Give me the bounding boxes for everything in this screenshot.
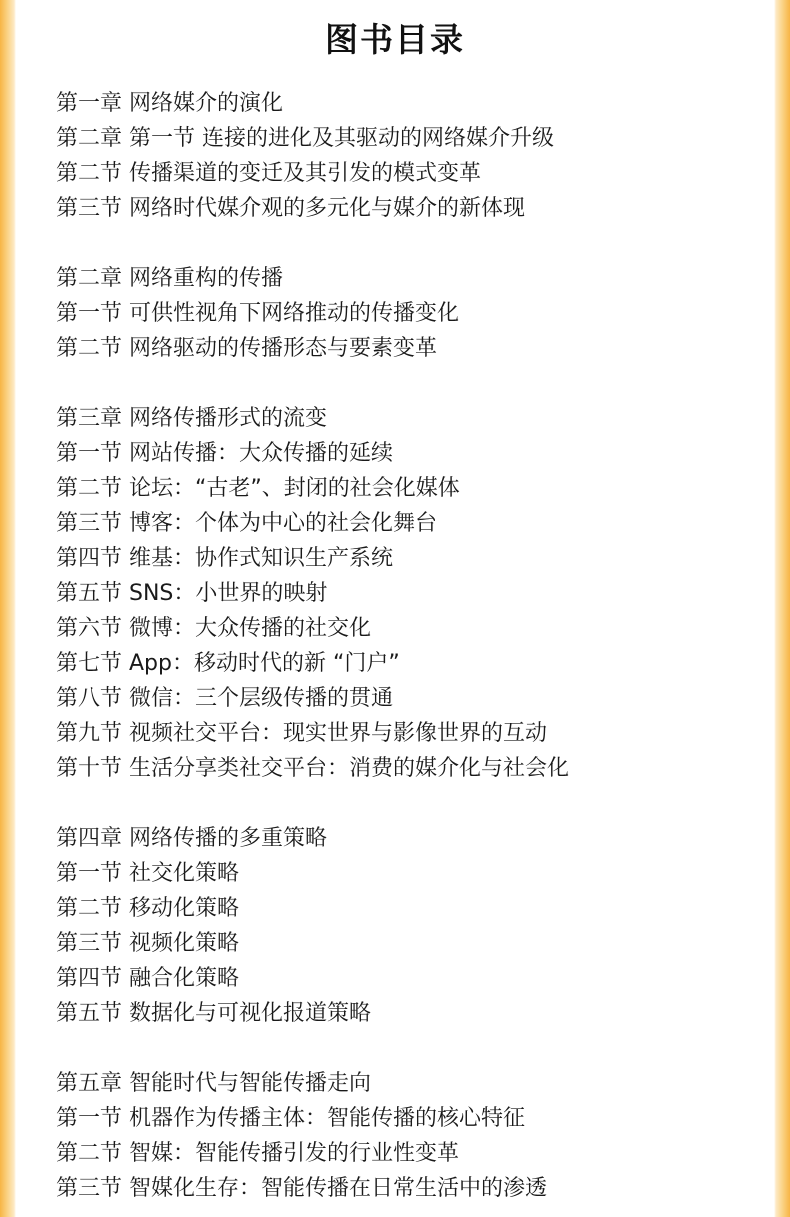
section-item: 第三节 智媒化生存：智能传播在日常生活中的渗透 [56, 1176, 547, 1201]
section-item: 第二节 移动化策略 [56, 896, 239, 921]
section-gap [56, 1031, 756, 1066]
section-item: 第七节 App：移动时代的新 “门户” [56, 651, 400, 676]
section-item: 第八节 微信：三个层级传播的贯通 [56, 686, 393, 711]
section-item: 第一节 网站传播：大众传播的延续 [56, 441, 393, 466]
section-item: 第九节 视频社交平台：现实世界与影像世界的互动 [56, 721, 547, 746]
section-gap [56, 226, 756, 261]
toc-page [16, 0, 774, 1217]
section-gap [56, 786, 756, 821]
section-item: 第二节 网络驱动的传播形态与要素变革 [56, 336, 437, 361]
section-item: 第十节 生活分享类社交平台：消费的媒介化与社会化 [56, 756, 569, 781]
section-gap [56, 366, 756, 401]
section-item: 第五节 数据化与可视化报道策略 [56, 1001, 371, 1026]
table-of-contents [56, 86, 756, 1206]
section-item: 第一节 可供性视角下网络推动的传播变化 [56, 301, 459, 326]
section-item: 第三节 视频化策略 [56, 931, 239, 956]
section-item: 第三节 博客：个体为中心的社会化舞台 [56, 511, 437, 536]
chapter-heading: 第二章 网络重构的传播 [56, 266, 283, 291]
section-item: 第一节 社交化策略 [56, 861, 239, 886]
section-item: 第六节 微博：大众传播的社交化 [56, 616, 371, 641]
chapter-heading: 第三章 网络传播形式的流变 [56, 406, 327, 431]
section-item: 第四节 维基：协作式知识生产系统 [56, 546, 393, 571]
chapter-heading: 第二章 第一节 连接的进化及其驱动的网络媒介升级 [56, 126, 554, 151]
section-item: 第二节 传播渠道的变迁及其引发的模式变革 [56, 161, 481, 186]
chapter-heading: 第五章 智能时代与智能传播走向 [56, 1071, 371, 1096]
section-item: 第三节 网络时代媒介观的多元化与媒介的新体现 [56, 196, 525, 221]
section-item: 第五节 SNS：小世界的映射 [56, 581, 328, 606]
section-item: 第二节 论坛：“古老”、封闭的社会化媒体 [56, 476, 460, 501]
page-title: 图书目录 [325, 20, 465, 59]
section-item: 第四节 融合化策略 [56, 966, 239, 991]
section-item: 第一节 机器作为传播主体：智能传播的核心特征 [56, 1106, 525, 1131]
section-item: 第二节 智媒：智能传播引发的行业性变革 [56, 1141, 459, 1166]
chapter-heading: 第一章 网络媒介的演化 [56, 91, 283, 116]
chapter-heading: 第四章 网络传播的多重策略 [56, 826, 327, 851]
